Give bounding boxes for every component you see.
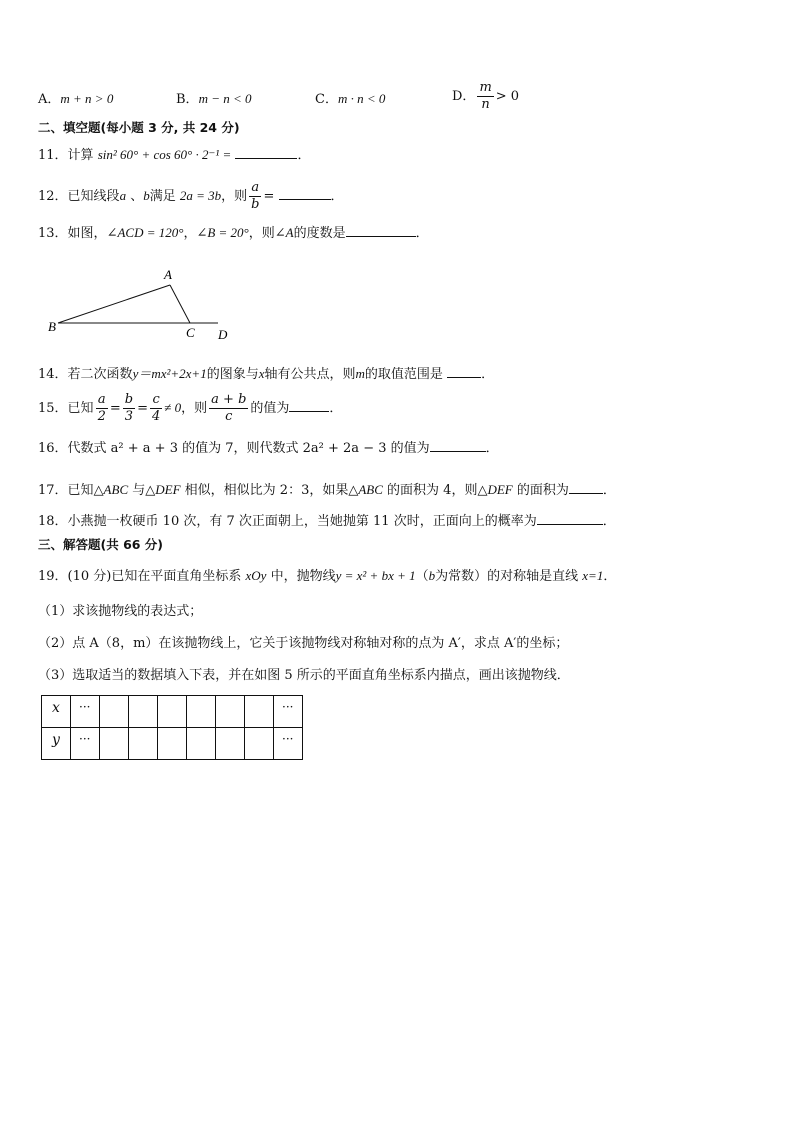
q12-fraction: $\frac{a}{b}$ — [251, 180, 260, 212]
table-cell[interactable] — [158, 728, 187, 760]
question-14: 14．若二次函数y＝mx²+2x+1的图象与x轴有公共点，则m的取值范围是 ． — [38, 363, 494, 385]
answer-blank[interactable] — [447, 363, 481, 378]
table-cell[interactable] — [100, 696, 129, 728]
question-17: 17．已知△ABC 与△DEF 相似，相似比为 2：3，如果△ABC 的面积为 4，则△DEF 的面积为 ． — [38, 479, 616, 501]
option-d-label: D． — [452, 89, 476, 104]
section-3-title: 三、解答题(共 66 分) — [38, 537, 164, 552]
question-12: 12．已知线段a 、b满足 2a = 3b，则 $\frac{a}{b}$ = ． — [38, 180, 344, 212]
ellipsis-cell: ··· — [274, 696, 303, 728]
ellipsis-cell: ··· — [71, 728, 100, 760]
option-a-expr: m + n > 0 — [60, 91, 114, 106]
question-19-part-2: （2）点 A（8，m）在该抛物线上，它关于该抛物线对称轴对称的点为 A′，求点 A′的坐标； — [38, 636, 569, 651]
answer-blank[interactable] — [279, 185, 331, 200]
option-d-rel: > 0 — [495, 89, 520, 104]
q11-expression: sin² 60° + cos 60° · 2⁻¹ = — [97, 147, 232, 162]
option-c-label: C． — [315, 92, 338, 107]
ellipsis-cell: ··· — [71, 696, 100, 728]
table-cell[interactable] — [129, 696, 158, 728]
table-cell[interactable] — [245, 728, 274, 760]
table-cell[interactable] — [187, 728, 216, 760]
option-d-fraction: $\frac{m}{n}$ — [479, 80, 492, 112]
question-13: 13．如图，∠ACD = 120°，∠B = 20°，则∠A的度数是 ． — [38, 222, 429, 244]
label-a: A — [164, 267, 172, 282]
table-cell[interactable] — [158, 696, 187, 728]
answer-blank[interactable] — [430, 437, 486, 452]
table-row-x — [42, 696, 303, 728]
row-header-y: y — [42, 728, 71, 760]
question-15: 15．已知 $\frac{a}{2}$ = $\frac{b}{3}$ = $\frac{c}{4}$ ≠ 0，则 $\frac{a + b}{c}$ 的值为 ． — [38, 392, 343, 424]
triangle-figure — [40, 262, 250, 344]
section-2-title: 二、填空题(每小题 3 分, 共 24 分) — [38, 120, 240, 135]
option-a — [38, 88, 113, 107]
question-19-part-3: （3）选取适当的数据填入下表，并在如图 5 所示的平面直角坐标系内描点，画出该抛物线． — [38, 668, 570, 683]
answer-blank[interactable] — [537, 510, 603, 525]
label-d: D — [218, 327, 228, 342]
option-b-label: B． — [176, 92, 199, 107]
ellipsis-cell: ··· — [274, 728, 303, 760]
table-cell[interactable] — [216, 728, 245, 760]
table-row-y — [42, 728, 303, 760]
segment-ac — [170, 285, 190, 323]
question-18: 18．小燕抛一枚硬币 10 次，有 7 次正面朝上，当她抛第 11 次时，正面向上的概率为 ． — [38, 510, 616, 532]
label-c: C — [186, 325, 195, 340]
option-b-expr: m − n < 0 — [198, 91, 252, 106]
question-11: 11．计算 sin² 60° + cos 60° · 2⁻¹ = ． — [38, 144, 310, 166]
answer-blank[interactable] — [289, 397, 329, 412]
question-19: 19．(10 分)已知在平面直角坐标系 xOy 中，抛物线y = x² + bx + 1（b为常数）的对称轴是直线 x=1． — [38, 568, 617, 584]
q15-fraction: $\frac{a + b}{c}$ — [211, 392, 247, 424]
question-16: 16．代数式 a² + a + 3 的值为 7，则代数式 2a² + 2a − 3 的值为 ． — [38, 437, 499, 459]
option-c — [315, 88, 385, 107]
table-cell[interactable] — [129, 728, 158, 760]
answer-blank[interactable] — [569, 479, 603, 494]
option-a-label: A． — [38, 92, 61, 107]
question-19-part-1: （1）求该抛物线的表达式； — [38, 604, 203, 619]
option-b — [176, 88, 252, 107]
segment-ba — [58, 285, 170, 323]
table-cell[interactable] — [216, 696, 245, 728]
option-d — [452, 80, 519, 113]
answer-blank[interactable] — [346, 222, 416, 237]
xy-value-table — [41, 695, 303, 760]
table-cell[interactable] — [187, 696, 216, 728]
answer-blank[interactable] — [235, 144, 297, 159]
label-b: B — [48, 319, 56, 334]
row-header-x: x — [42, 696, 71, 728]
table-cell[interactable] — [245, 696, 274, 728]
table-cell[interactable] — [100, 728, 129, 760]
option-c-expr: m · n < 0 — [337, 91, 386, 106]
